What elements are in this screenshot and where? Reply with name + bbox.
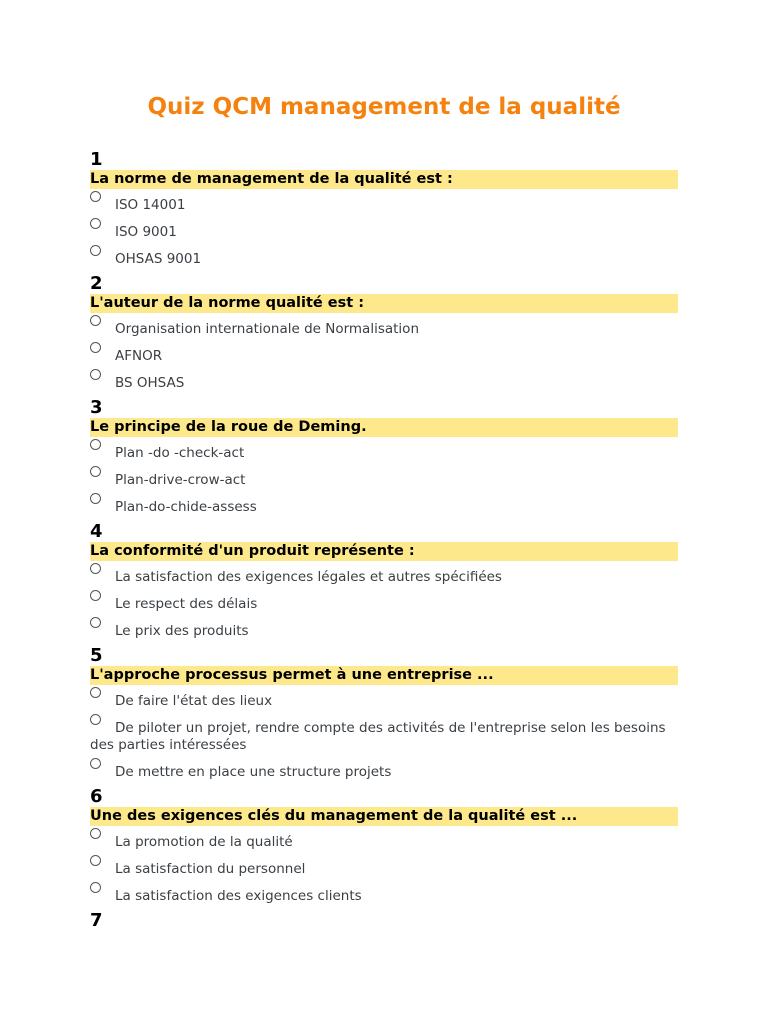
radio-button[interactable] xyxy=(90,369,101,380)
option-label: La satisfaction des exigences légales et autres spécifiées xyxy=(115,569,502,585)
answer-option[interactable] xyxy=(90,467,678,494)
answer-option[interactable] xyxy=(90,494,678,521)
answer-option[interactable] xyxy=(90,219,678,246)
answer-option[interactable] xyxy=(90,829,678,856)
question-text: La conformité d'un produit représente : xyxy=(90,542,678,561)
question-text: L'auteur de la norme qualité est : xyxy=(90,294,678,313)
option-label: OHSAS 9001 xyxy=(115,251,202,267)
option-label: De faire l'état des lieux xyxy=(115,693,273,709)
radio-button[interactable] xyxy=(90,563,101,574)
question-number: 4 xyxy=(90,521,103,542)
radio-button[interactable] xyxy=(90,439,101,450)
answer-option[interactable] xyxy=(90,715,678,759)
radio-button[interactable] xyxy=(90,714,101,725)
option-label: De mettre en place une structure projets xyxy=(115,764,392,780)
radio-button[interactable] xyxy=(90,493,101,504)
page-title: Quiz QCM management de la qualité xyxy=(147,94,621,120)
radio-button[interactable] xyxy=(90,590,101,601)
option-label: De piloter un projet, rendre compte des activités de l'entreprise selon les besoins des parties intéressées xyxy=(90,720,666,753)
question-text: Le principe de la roue de Deming. xyxy=(90,418,678,437)
answer-option[interactable] xyxy=(90,343,678,370)
answer-option[interactable] xyxy=(90,856,678,883)
option-label: ISO 9001 xyxy=(115,224,177,240)
answer-option[interactable] xyxy=(90,883,678,910)
option-label: La satisfaction des exigences clients xyxy=(115,888,362,904)
question-number: 6 xyxy=(90,786,103,807)
option-label: La promotion de la qualité xyxy=(115,834,293,850)
answer-option[interactable] xyxy=(90,688,678,715)
question-number-next: 7 xyxy=(90,910,103,931)
radio-button[interactable] xyxy=(90,828,101,839)
question-3 xyxy=(90,398,678,521)
question-number: 2 xyxy=(90,273,103,294)
radio-button[interactable] xyxy=(90,218,101,229)
option-label: Plan -do -check-act xyxy=(115,445,245,461)
radio-button[interactable] xyxy=(90,617,101,628)
options-list xyxy=(90,316,678,397)
radio-button[interactable] xyxy=(90,882,101,893)
answer-option[interactable] xyxy=(90,591,678,618)
options-list xyxy=(90,688,678,786)
question-2 xyxy=(90,274,678,397)
radio-button[interactable] xyxy=(90,466,101,477)
option-label: Plan-drive-crow-act xyxy=(115,472,246,488)
options-list xyxy=(90,440,678,521)
question-number: 5 xyxy=(90,645,103,666)
options-list xyxy=(90,564,678,645)
answer-option[interactable] xyxy=(90,564,678,591)
option-label: Le respect des délais xyxy=(115,596,258,612)
radio-button[interactable] xyxy=(90,687,101,698)
radio-button[interactable] xyxy=(90,245,101,256)
radio-button[interactable] xyxy=(90,758,101,769)
radio-button[interactable] xyxy=(90,315,101,326)
option-label: AFNOR xyxy=(115,348,163,364)
option-label: Organisation internationale de Normalisation xyxy=(115,321,420,337)
question-text: La norme de management de la qualité est : xyxy=(90,170,678,189)
options-list xyxy=(90,192,678,273)
question-6 xyxy=(90,787,678,910)
answer-option[interactable] xyxy=(90,316,678,343)
quiz-list xyxy=(90,150,678,931)
question-text: Une des exigences clés du management de la qualité est ... xyxy=(90,807,678,826)
answer-option[interactable] xyxy=(90,440,678,467)
question-text: L'approche processus permet à une entreprise ... xyxy=(90,666,678,685)
question-number: 3 xyxy=(90,397,103,418)
radio-button[interactable] xyxy=(90,855,101,866)
radio-button[interactable] xyxy=(90,342,101,353)
question-number: 1 xyxy=(90,149,103,170)
answer-option[interactable] xyxy=(90,759,678,786)
option-label: La satisfaction du personnel xyxy=(115,861,306,877)
question-4 xyxy=(90,522,678,645)
radio-button[interactable] xyxy=(90,191,101,202)
answer-option[interactable] xyxy=(90,192,678,219)
question-5 xyxy=(90,646,678,786)
answer-option[interactable] xyxy=(90,370,678,397)
option-label: BS OHSAS xyxy=(115,375,185,391)
options-list xyxy=(90,829,678,910)
answer-option[interactable] xyxy=(90,246,678,273)
answer-option[interactable] xyxy=(90,618,678,645)
option-label: Le prix des produits xyxy=(115,623,249,639)
option-label: ISO 14001 xyxy=(115,197,186,213)
option-label: Plan-do-chide-assess xyxy=(115,499,257,515)
question-1 xyxy=(90,150,678,273)
